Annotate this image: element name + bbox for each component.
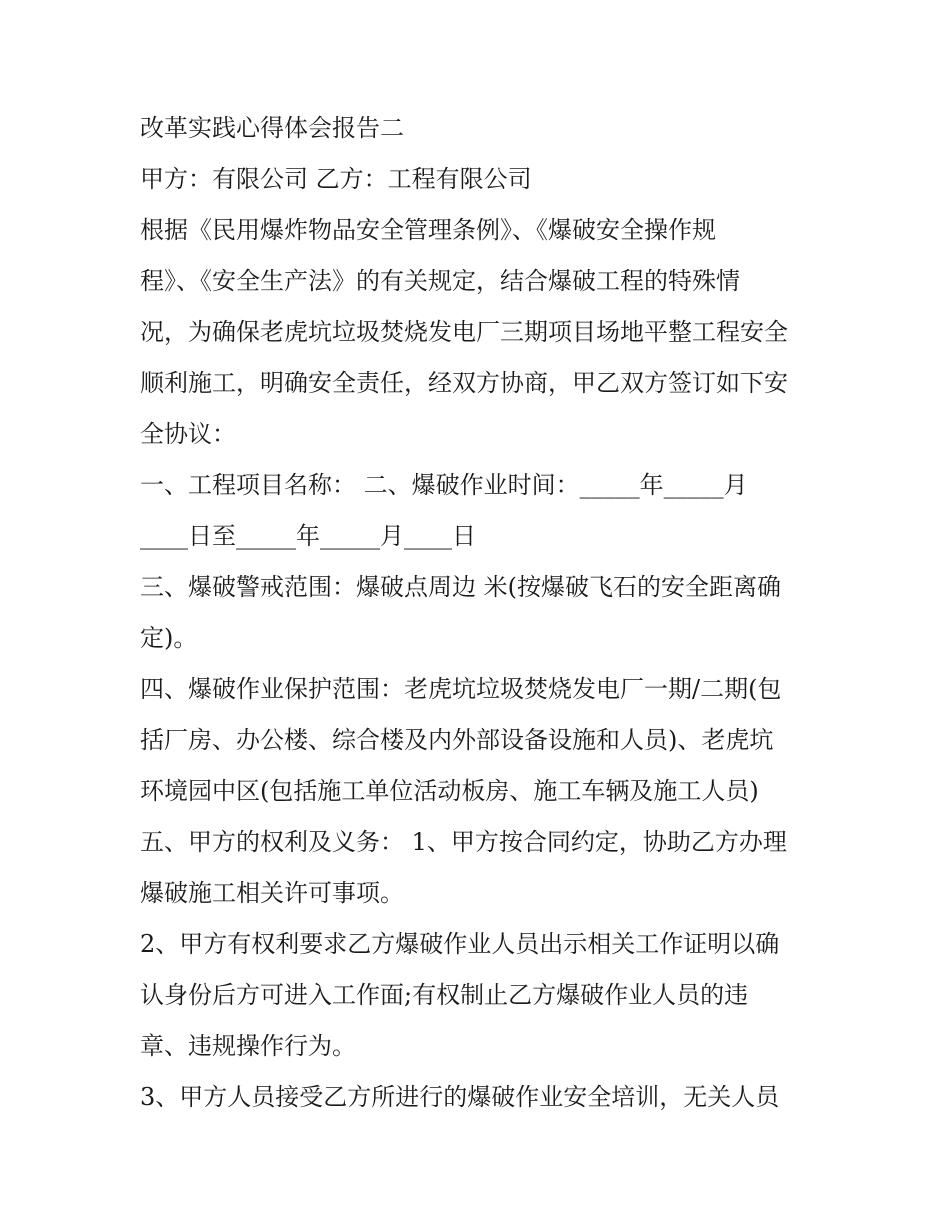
item-project-time-line: ____日至_____年_____月____日 (140, 522, 476, 550)
item-protection-range-line: 环境园中区(包括施工单位活动板房、施工车辆及施工人员) (140, 777, 759, 805)
clause-2-line: 2、甲方有权利要求乙方爆破作业人员出示相关工作证明以确 (140, 930, 780, 958)
item-warning-range-line: 三、爆破警戒范围：爆破点周边 米(按爆破飞石的安全距离确 (140, 573, 781, 601)
item-protection-range-line: 括厂房、办公楼、综合楼及内外部设备设施和人员)、老虎坑 (140, 726, 774, 754)
paragraph-line: 况，为确保老虎坑垃圾焚烧发电厂三期项目场地平整工程安全 (140, 318, 788, 346)
item-party-a-rights-line: 爆破施工相关许可事项。 (140, 879, 404, 907)
parties-line: 甲方：有限公司 乙方：工程有限公司 (140, 165, 532, 193)
paragraph-line: 顺利施工，明确安全责任，经双方协商，甲乙双方签订如下安 (140, 369, 788, 397)
document-title: 改革实践心得体会报告二 (140, 114, 404, 142)
paragraph-line: 程》、《安全生产法》的有关规定，结合爆破工程的特殊情 (140, 267, 740, 295)
clause-2-line: 认身份后方可进入工作面;有权制止乙方爆破作业人员的违 (140, 981, 749, 1009)
clause-3-line: 3、甲方人员接受乙方所进行的爆破作业安全培训，无关人员 (140, 1083, 780, 1111)
item-project-time-line: 一、工程项目名称： 二、爆破作业时间：_____年_____月 (140, 471, 748, 499)
paragraph-line: 根据《民用爆炸物品安全管理条例》、《爆破安全操作规 (140, 216, 716, 244)
item-party-a-rights-line: 五、甲方的权利及义务： 1、甲方按合同约定，协助乙方办理 (140, 828, 787, 856)
item-protection-range-line: 四、爆破作业保护范围：老虎坑垃圾焚烧发电厂一期/二期(包 (140, 675, 782, 703)
clause-2-line: 章、违规操作行为。 (140, 1032, 356, 1060)
paragraph-line: 全协议： (140, 420, 236, 448)
item-warning-range-line: 定)。 (140, 624, 198, 652)
